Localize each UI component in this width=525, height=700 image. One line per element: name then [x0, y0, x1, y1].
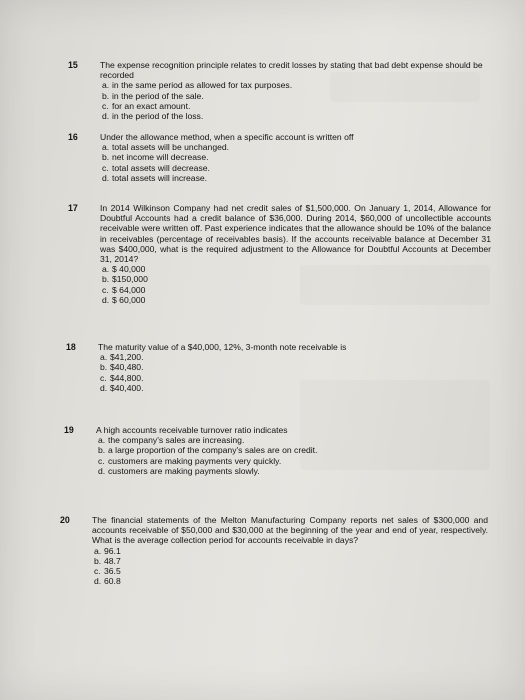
question-16 [68, 132, 488, 183]
question-text: In 2014 Wilkinson Company had net credit sales of $1,500,000. On January 1, 2014, Allowance for Doubtful Accounts had a credit balance of $36,000. During 2014, $60,000 of uncollectible accounts receivable were written off. Past experience indicates that the allowance should be 10% of the balance in receivables (percentage of receivables basis). If the accounts receivable balance at December 31 was $400,000, what is the required adjustment to the Allowance for Doubtful Accounts at December 31, 2014? [100, 203, 491, 265]
option-d: d. in the period of the loss. [102, 111, 204, 122]
option-d: d. 60.8 [94, 576, 121, 587]
question-text: The financial statements of the Melton Manufacturing Company reports net sales of $300,000 and accounts receivable of $50,000 and $30,000 at the beginning of the year and end of year, respectively. What is the average collection period for accounts receivable in days? [92, 515, 488, 546]
option-c: c. total assets will decrease. [102, 162, 210, 173]
option-a: a. total assets will be unchanged. [102, 142, 230, 153]
question-text: The expense recognition principle relates to credit losses by stating that bad debt expense should be recorded [100, 60, 483, 81]
question-number: 18 [66, 342, 76, 352]
option-a: a. $ 40,000 [102, 264, 146, 275]
option-d: d. customers are making payments slowly. [98, 465, 260, 476]
option-a: a. in the same period as allowed for tax purposes. [102, 80, 293, 91]
question-15 [68, 60, 488, 121]
question-18 [66, 342, 486, 393]
question-19 [64, 425, 484, 476]
option-d: d. $ 60,000 [102, 294, 146, 305]
option-a: a. $41,200. [100, 352, 144, 363]
question-number: 16 [68, 132, 78, 142]
question-number: 17 [68, 203, 78, 213]
question-text: Under the allowance method, when a specific account is written off [100, 132, 354, 142]
option-a: a. 96.1 [94, 545, 121, 556]
option-d: d. $40,400. [100, 382, 144, 393]
option-c: c. $ 64,000 [102, 284, 146, 295]
question-number: 20 [60, 515, 70, 525]
option-a: a. the company's sales are increasing. [98, 435, 245, 446]
option-b: b. $150,000 [102, 274, 148, 285]
option-b: b. $40,480. [100, 362, 144, 373]
question-17 [68, 203, 491, 305]
question-20 [60, 515, 488, 586]
option-b: b. net income will decrease. [102, 152, 209, 163]
option-b: b. in the period of the sale. [102, 90, 204, 101]
option-c: c. $44,800. [100, 372, 144, 383]
question-text: A high accounts receivable turnover ratio indicates [96, 425, 288, 435]
option-c: c. 36.5 [94, 566, 121, 577]
question-number: 15 [68, 60, 78, 70]
option-b: b. a large proportion of the company's sales are on credit. [98, 445, 318, 456]
question-number: 19 [64, 425, 74, 435]
question-text: The maturity value of a $40,000, 12%, 3-month note receivable is [98, 342, 347, 352]
option-c: c. customers are making payments very quickly. [98, 455, 282, 466]
option-c: c. for an exact amount. [102, 100, 191, 111]
option-d: d. total assets will increase. [102, 172, 208, 183]
option-b: b. 48.7 [94, 555, 121, 566]
